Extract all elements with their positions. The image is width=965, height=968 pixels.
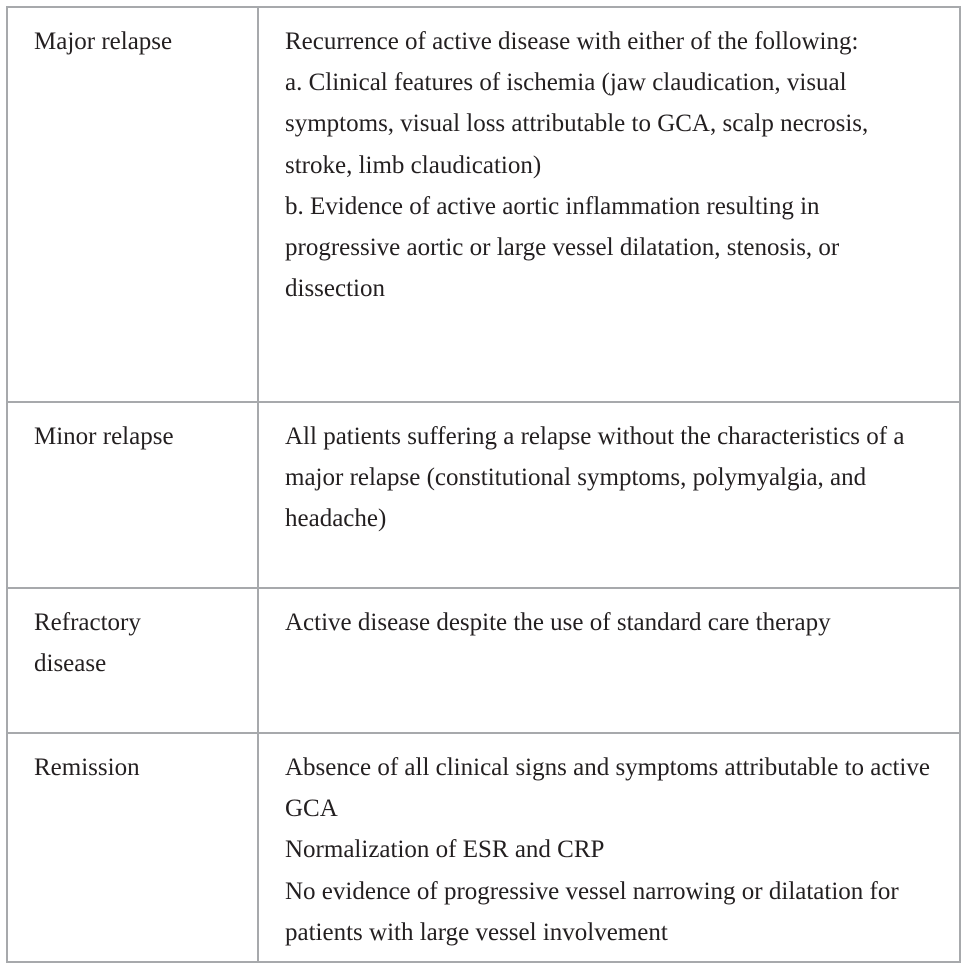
term-cell [7,402,258,588]
term-label: Major relapse [34,28,173,55]
definition-cell [258,588,960,733]
definition-line: b. Evidence of active aortic inflammation resulting in progressive aortic or large vessel dilatation, stenosis, or dissection [285,192,846,303]
definition-line: Active disease despite the use of standard care therapy [285,609,831,636]
definition-line: Absence of all clinical signs and symptoms attributable to active GCA [285,754,937,823]
table-row [7,588,960,733]
term-cell [7,588,258,733]
definition-cell [258,402,960,588]
definition-line: No evidence of progressive vessel narrowing or dilatation for patients with large vessel involvement [285,877,905,946]
table-row [7,733,960,962]
term-cell [7,7,258,402]
term-label: Minor relapse [34,423,174,450]
table-row [7,7,960,402]
definition-cell [258,7,960,402]
term-label: Remission [34,754,140,781]
definition-line: Normalization of ESR and CRP [285,836,605,864]
definitions-table [6,6,961,963]
term-cell [7,733,258,962]
definition-line: a. Clinical features of ischemia (jaw claudication, visual symptoms, visual loss attributable to GCA, scalp necrosis, stroke, limb claudication) [285,69,875,179]
definition-line: All patients suffering a relapse without the characteristics of a major relapse (constitutional symptoms, polymyalgia, and headache) [285,423,911,533]
term-label: Refractory disease [34,609,148,678]
definition-line: Recurrence of active disease with either of the following: [285,28,859,55]
definition-cell [258,733,960,962]
table-row [7,402,960,588]
